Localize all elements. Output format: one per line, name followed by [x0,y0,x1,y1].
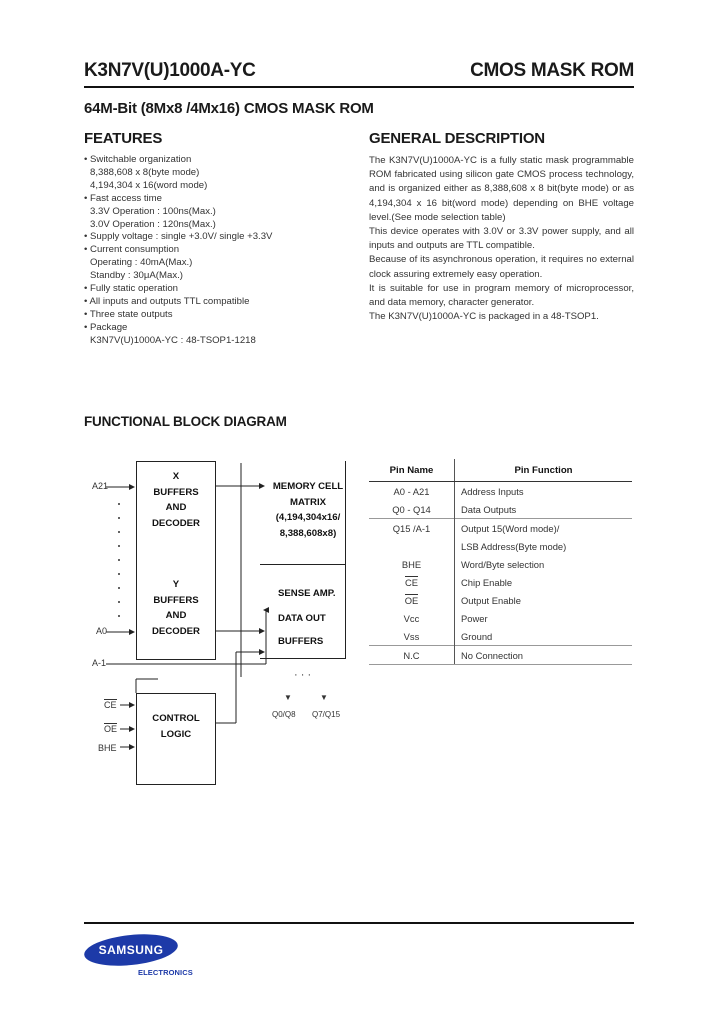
output-arrow-icon: ▼ [320,693,328,702]
signal-a21-label: A21 [92,481,109,491]
pin-name: Q15 /A-1 [369,519,455,538]
signal-a-1-label: A-1 [92,658,107,668]
address-dot [118,573,120,575]
memory-block-label: (4,194,304x16/ [275,512,341,523]
block-diagram-heading: FUNCTIONAL BLOCK DIAGRAM [84,414,287,429]
general-description-heading: GENERAL DESCRIPTION [369,130,545,147]
list-item: Standby : 30μA(Max.) [90,270,183,282]
table-row [369,555,632,573]
memory-block-label: 8,388,608x8) [279,527,337,539]
output-arrow-icon: ▼ [284,693,292,702]
y-block-label: BUFFERS [153,594,199,606]
table-row [369,537,632,555]
list-item: K3N7V(U)1000A-YC : 48-TSOP1-1218 [90,334,256,346]
pin-function: Ground [461,630,493,642]
description-paragraph: The K3N7V(U)1000A-YC is a fully static mask programmable ROM fabricated using silicon gate CMOS process technology, and is organized either as 8,388,608 x 8 bit(byte mode) or as 4,194,304 x 16 bit(word mode) depending on BHE voltage level.(See mode selection table) [369,155,634,223]
memory-block-label: MEMORY CELL [272,481,344,492]
list-item: Operating : 40mA(Max.) [90,257,193,269]
memory-block-label: MATRIX [289,496,327,508]
control-block-label: LOGIC [160,728,192,740]
pin-function: Address Inputs [461,485,524,497]
list-item: 3.0V Operation : 120ns(Max.) [90,218,216,230]
output-q0-q8-label: Q0/Q8 [272,710,296,719]
list-item: • Three state outputs [84,308,173,320]
address-dot [118,587,120,589]
signal-ce-label: CE [104,700,117,710]
control-logic-block [136,711,216,742]
description-paragraph: Because of its asynchronous operation, it requires no external clock assuring extremely easy operation. [369,254,634,280]
y-block-label: Y [172,579,180,590]
table-row [369,519,632,538]
part-number-title: K3N7V(U)1000A-YC [84,60,256,81]
pin-name: Q0 - Q14 [369,500,455,519]
pin-function: Word/Byte selection [461,558,545,570]
footer-rule [84,922,634,924]
brand-division: ELECTRONICS [138,968,193,977]
control-block-label: CONTROL [152,713,200,724]
pin-name: BHE [369,555,455,573]
features-heading: FEATURES [84,130,163,147]
header-rule [84,86,634,88]
address-dot [118,601,120,603]
pin-function: No Connection [455,646,633,665]
address-dot [118,545,120,547]
sense-block-label: BUFFERS [278,636,324,647]
memory-sense-divider [260,564,346,565]
pin-name: Vcc [369,609,455,627]
pin-name: Vss [369,627,455,646]
output-ellipsis: · · · [294,669,312,681]
table-row [369,591,632,609]
x-block-label: BUFFERS [153,486,199,498]
signal-bhe-label: BHE [98,743,117,753]
memory-cell-block [260,479,356,541]
pin-function: Output 15(Word mode)/ [455,519,633,538]
list-item: 4,194,304 x 16(word mode) [90,179,208,191]
x-block-label: DECODER [152,517,200,529]
address-dot [118,559,120,561]
pin-function: LSB Address(Byte mode) [461,540,567,552]
pin-function: Output Enable [461,594,521,606]
description-paragraph: The K3N7V(U)1000A-YC is packaged in a 48-TSOP1. [369,311,599,323]
x-decoder-block [136,469,216,531]
list-item: • All inputs and outputs TTL compatible [84,295,250,307]
signal-a0-label: A0 [96,626,108,636]
samsung-logo [82,932,180,968]
page-subtitle: 64M-Bit (8Mx8 /4Mx16) CMOS MASK ROM [84,100,374,117]
address-dot [118,531,120,533]
list-item: • Current consumption [84,244,180,256]
x-block-label: AND [165,502,187,513]
list-item: 8,388,608 x 8(byte mode) [90,166,200,178]
sense-block-label: DATA OUT [278,613,326,624]
table-row [369,500,632,519]
description-paragraph: It is suitable for use in program memory of microprocessor, and data memory, character generator. [369,282,634,309]
general-description-body [369,154,634,324]
pin-function: Chip Enable [461,576,513,588]
table-row [369,482,632,501]
y-decoder-block [136,577,216,639]
list-item: • Supply voltage : single +3.0V/ single +3.3V [84,231,273,243]
table-row [369,609,632,627]
block-diagram [84,455,354,785]
list-item: 3.3V Operation : 100ns(Max.) [90,205,216,217]
table-header-row [369,459,632,482]
pin-name-overlined: CE [404,576,419,588]
pin-name [369,573,455,591]
address-dot [118,503,120,505]
table-row [369,573,632,591]
table-row [369,646,632,665]
pin-function-header: Pin Function [455,459,633,482]
pin-name [369,591,455,609]
list-item: • Switchable organization [84,154,192,165]
description-paragraph: This device operates with 3.0V or 3.3V power supply, and all inputs and outputs are TTL compatible. [369,226,634,252]
list-item: • Package [84,321,128,333]
sense-block-label: SENSE AMP. [278,588,336,599]
pin-name-header: Pin Name [369,459,455,482]
product-category: CMOS MASK ROM [470,60,634,81]
table-row [369,627,632,646]
address-dot [118,517,120,519]
x-block-label: X [172,471,180,482]
y-block-label: DECODER [152,625,200,637]
features-list [84,154,354,348]
list-item: • Fast access time [84,192,162,204]
pin-name: N.C [369,646,455,665]
pin-name-overlined: OE [404,594,419,606]
pin-name: A0 - A21 [369,482,455,501]
list-item: • Fully static operation [84,283,179,295]
y-block-label: AND [165,610,187,621]
output-q7-q15-label: Q7/Q15 [312,710,341,719]
address-dot [118,615,120,617]
sense-amp-block [260,581,374,654]
pin-name [369,537,455,555]
pin-table [369,459,632,665]
logo-wordmark: SAMSUNG [98,943,164,957]
signal-oe-label: OE [104,724,118,734]
pin-function: Power [461,612,488,624]
pin-function: Data Outputs [461,503,517,515]
